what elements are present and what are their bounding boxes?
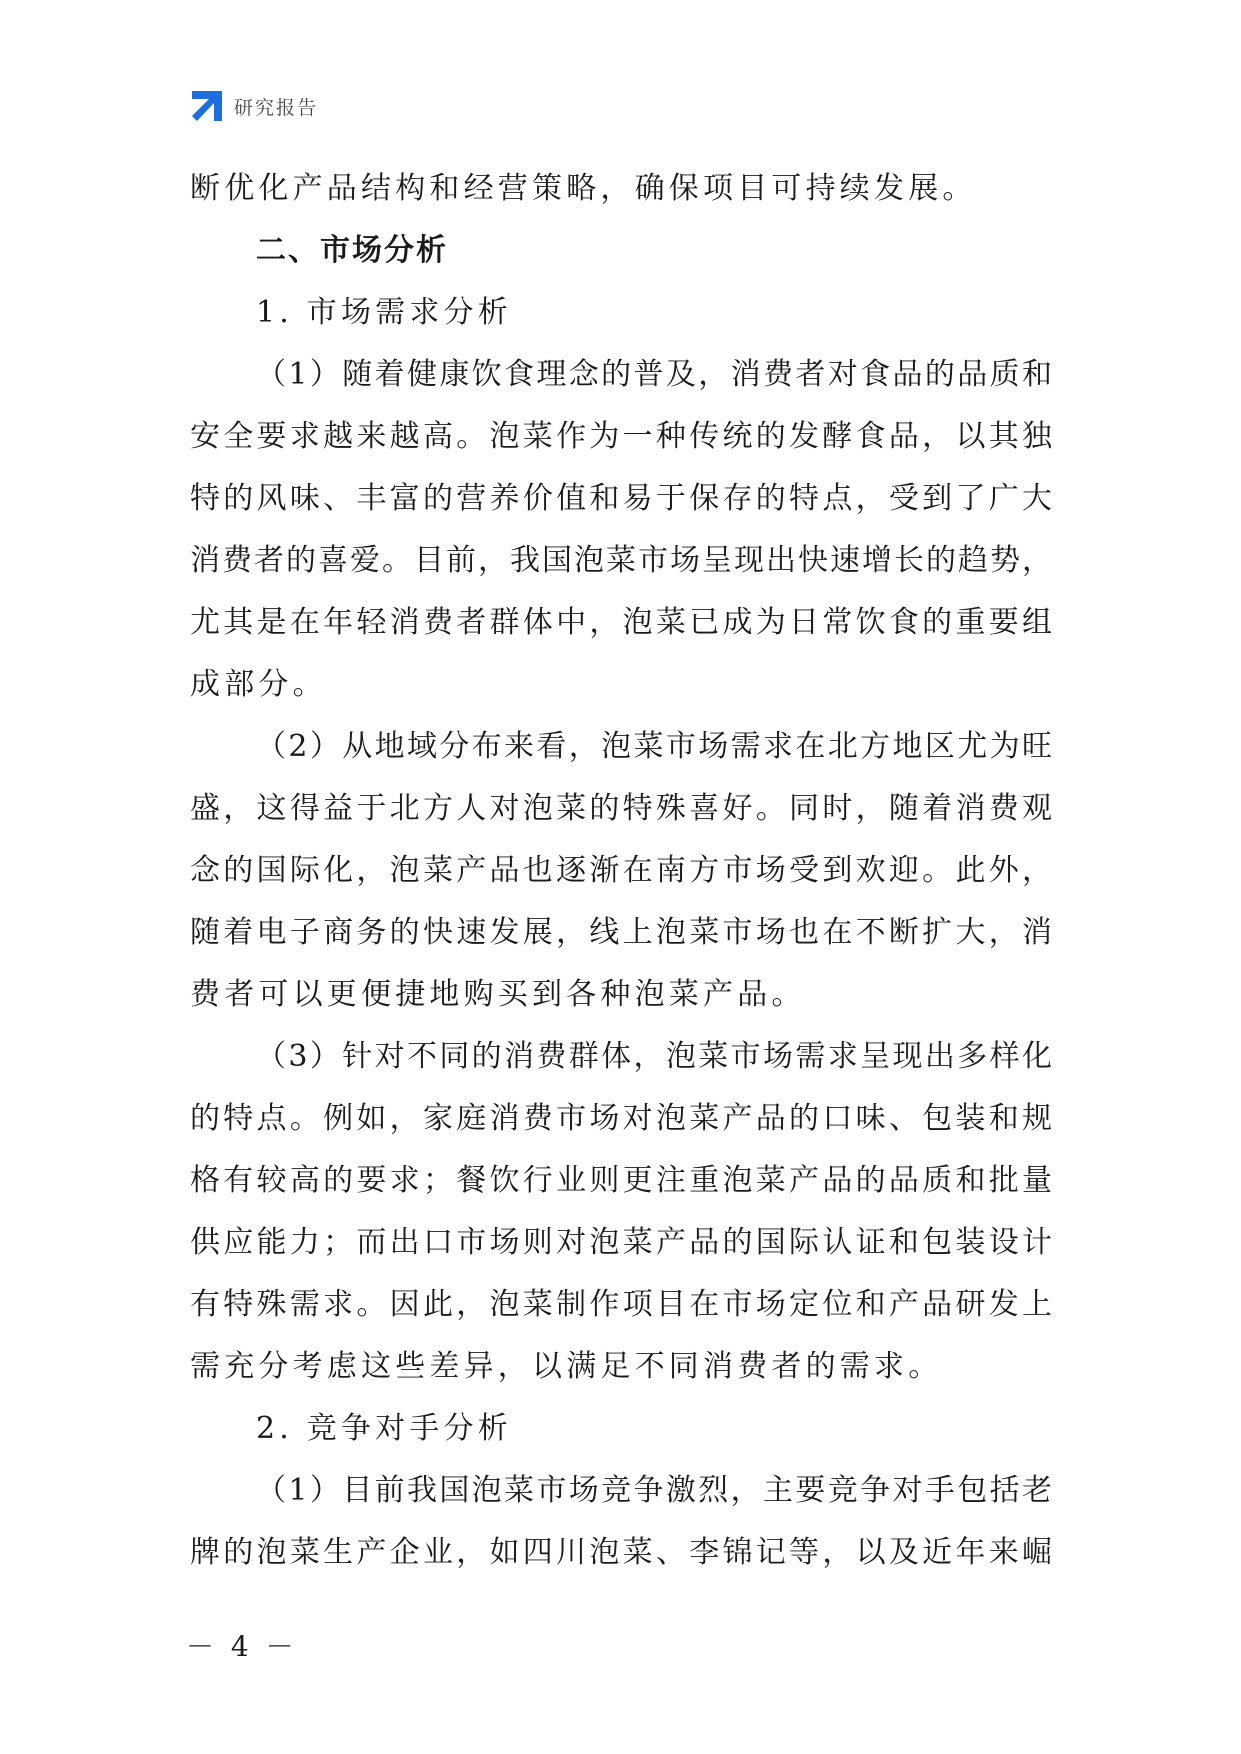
text-line: （3）针对不同的消费群体，泡菜市场需求呈现出多样化 — [256, 1039, 1052, 1074]
text-line: 供应能力；而出口市场则对泡菜产品的国际认证和包装设计 — [190, 1225, 1052, 1260]
text-line: 断优化产品结构和经营策略，确保项目可持续发展。 — [190, 171, 977, 206]
text-line: 有特殊需求。因此，泡菜制作项目在市场定位和产品研发上 — [190, 1287, 1052, 1322]
section-heading: 二、市场分析 — [256, 233, 448, 268]
text-line: 安全要求越来越高。泡菜作为一种传统的发酵食品，以其独 — [190, 419, 1052, 454]
text-line: 费者可以更便捷地购买到各种泡菜产品。 — [190, 977, 806, 1012]
report-logo-icon — [190, 89, 224, 123]
document-body — [190, 158, 1052, 1584]
text-line: 特的风味、丰富的营养价值和易于保存的特点，受到了广大 — [190, 481, 1052, 516]
text-line: 尤其是在年轻消费者群体中，泡菜已成为日常饮食的重要组 — [190, 605, 1052, 640]
report-header — [190, 88, 318, 124]
page-number: － 4 － — [186, 1630, 298, 1663]
text-line: 的特点。例如，家庭消费市场对泡菜产品的口味、包装和规 — [190, 1101, 1052, 1136]
text-line: （1）随着健康饮食理念的普及，消费者对食品的品质和 — [256, 357, 1052, 392]
text-line: 牌的泡菜生产企业，如四川泡菜、李锦记等，以及近年来崛 — [190, 1535, 1052, 1570]
text-line: （2）从地域分布来看，泡菜市场需求在北方地区尤为旺 — [256, 729, 1052, 764]
text-line: 随着电子商务的快速发展，线上泡菜市场也在不断扩大，消 — [190, 915, 1052, 950]
text-line: 消费者的喜爱。目前，我国泡菜市场呈现出快速增长的趋势， — [190, 543, 1052, 578]
text-line: 念的国际化，泡菜产品也逐渐在南方市场受到欢迎。此外， — [190, 853, 1052, 888]
text-line: 盛，这得益于北方人对泡菜的特殊喜好。同时，随着消费观 — [190, 791, 1052, 826]
text-line: （1）目前我国泡菜市场竞争激烈，主要竞争对手包括老 — [256, 1473, 1052, 1508]
text-line: 格有较高的要求；餐饮行业则更注重泡菜产品的品质和批量 — [190, 1163, 1052, 1198]
text-line: 2. 竞争对手分析 — [256, 1411, 512, 1446]
text-line: 需充分考虑这些差异，以满足不同消费者的需求。 — [190, 1349, 943, 1384]
text-line: 1. 市场需求分析 — [256, 295, 512, 330]
header-title: 研究报告 — [234, 96, 319, 119]
text-line: 成部分。 — [190, 667, 327, 702]
